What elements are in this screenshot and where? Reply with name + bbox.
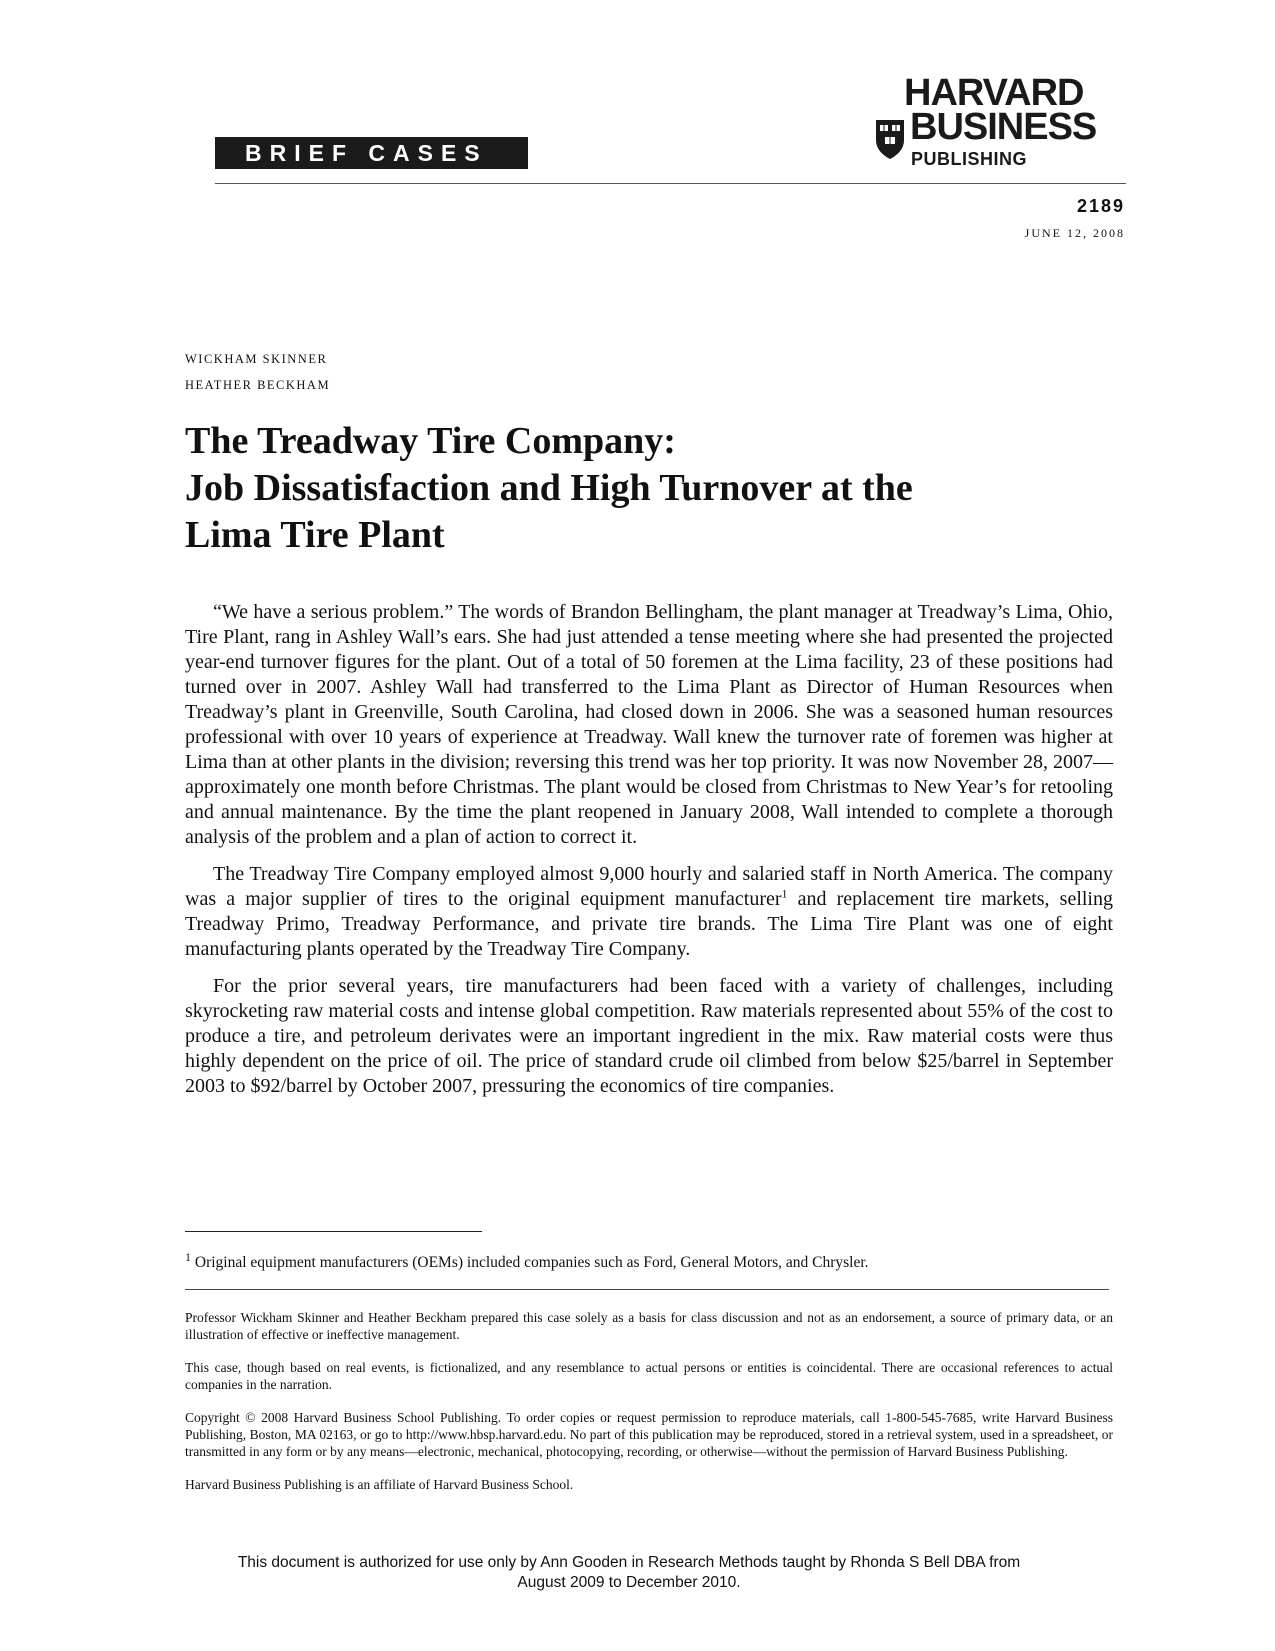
- case-date: JUNE 12, 2008: [1024, 226, 1125, 240]
- logo-line-publishing: PUBLISHING: [911, 149, 1028, 169]
- footnote-divider: [185, 1231, 482, 1232]
- preparation-note: Professor Wickham Skinner and Heather Beckham prepared this case solely as a basis for class discussion and not as an endorsement, a source of primary data, or an illustration of effective or ineffective management.: [185, 1310, 1113, 1342]
- brief-cases-banner: [215, 137, 528, 169]
- footnote-mark: 1: [185, 1249, 191, 1264]
- footnote-text: Original equipment manufacturers (OEMs) included companies such as Ford, General Motors, and Chrysler.: [191, 1254, 869, 1271]
- veritas-shield-icon: [874, 118, 906, 160]
- author-name: HEATHER BECKHAM: [185, 378, 331, 392]
- series-label: BRIEF CASES: [245, 139, 488, 166]
- body-paragraph: “We have a serious problem.” The words of Brandon Bellingham, the plant manager at Treadway’s Lima, Ohio, Tire Plant, rang in Ashley Wall’s ears. She had just attended a tense meeting where she had presented the projected year-end turnover figures for the plant. Out of a total of 50 foremen at the Lima facility, 23 of these positions had turned over in 2007. Ashley Wall had transferred to the Lima Plant as Director of Human Resources when Treadway’s plant in Greenville, South Carolina, had closed down in 2006. She was a seasoned human resources professional with over 10 years of experience at Treadway. Wall knew the turnover rate of foremen was higher at Lima than at other plants in the division; reversing this trend was her top priority. It was now November 28, 2007—approximately one month before Christmas. The plant would be closed from Christmas to New Year’s for retooling and annual maintenance. By the time the plant reopened in January 2008, Wall intended to complete a thorough analysis of the problem and a plan of action to correct it.: [185, 601, 1113, 848]
- header-divider: [215, 183, 1126, 184]
- authorization-notice: [185, 1553, 1073, 1593]
- case-body: [185, 600, 1113, 1111]
- paragraph-text: and replacement tire markets, selling Treadway Primo, Treadway Performance, and private tire brands. The Lima Tire Plant was one of eight manufacturing plants operated by the Treadway Tire Company.: [185, 888, 1113, 960]
- notes-divider: [185, 1289, 1109, 1290]
- paragraph-text: The Treadway Tire Company employed almost 9,000 hourly and salaried staff in North America. The company was a major supplier of tires to the original equipment manufacturer: [185, 863, 1113, 910]
- body-paragraph: For the prior several years, tire manufacturers had been faced with a variety of challenges, including skyrocketing raw material costs and intense global competition. Raw materials represented about 55% of the cost to produce a tire, and petroleum derivates were an important ingredient in the mix. Raw material costs were thus highly dependent on the price of oil. The price of standard crude oil climbed from below $25/barrel in September 2003 to $92/barrel by October 2007, pressuring the economics of tire companies.: [185, 975, 1113, 1097]
- harvard-business-publishing-logo: [874, 72, 1124, 170]
- title-line: Lima Tire Plant: [185, 514, 445, 556]
- title-line: Job Dissatisfaction and High Turnover at the: [185, 467, 913, 509]
- case-notes: [185, 1309, 1113, 1509]
- fictionalization-note: This case, though based on real events, is fictionalized, and any resemblance to actual persons or entities is coincidental. There are occasional references to actual companies in the narration.: [185, 1360, 1113, 1392]
- authorization-line: This document is authorized for use only by Ann Gooden in Research Methods taught by Rhonda S Bell DBA from: [237, 1554, 1021, 1571]
- logo-line-harvard: HARVARD: [904, 72, 1084, 114]
- copyright-note: Copyright © 2008 Harvard Business School Publishing. To order copies or request permission to reproduce materials, call 1-800-545-7685, write Harvard Business Publishing, Boston, MA 02163, or go to http://www.hbsp.harvard.edu. No part of this publication may be reproduced, stored in a retrieval system, used in a spreadsheet, or transmitted in any form or by any means—electronic, mechanical, photocopying, recording, or otherwise—without the permission of Harvard Business Publishing.: [185, 1410, 1113, 1459]
- footnote: [185, 1249, 1113, 1272]
- authorization-line: August 2009 to December 2010.: [517, 1574, 741, 1591]
- author-name: WICKHAM SKINNER: [185, 352, 328, 366]
- case-number: 2189: [1076, 196, 1125, 216]
- case-title: [185, 418, 1085, 559]
- logo-line-business: BUSINESS: [910, 106, 1097, 148]
- body-paragraph: [185, 862, 1113, 962]
- footnote-reference: 1: [781, 886, 788, 901]
- affiliation-note: Harvard Business Publishing is an affiliate of Harvard Business School.: [185, 1477, 574, 1492]
- title-line: The Treadway Tire Company:: [185, 420, 676, 462]
